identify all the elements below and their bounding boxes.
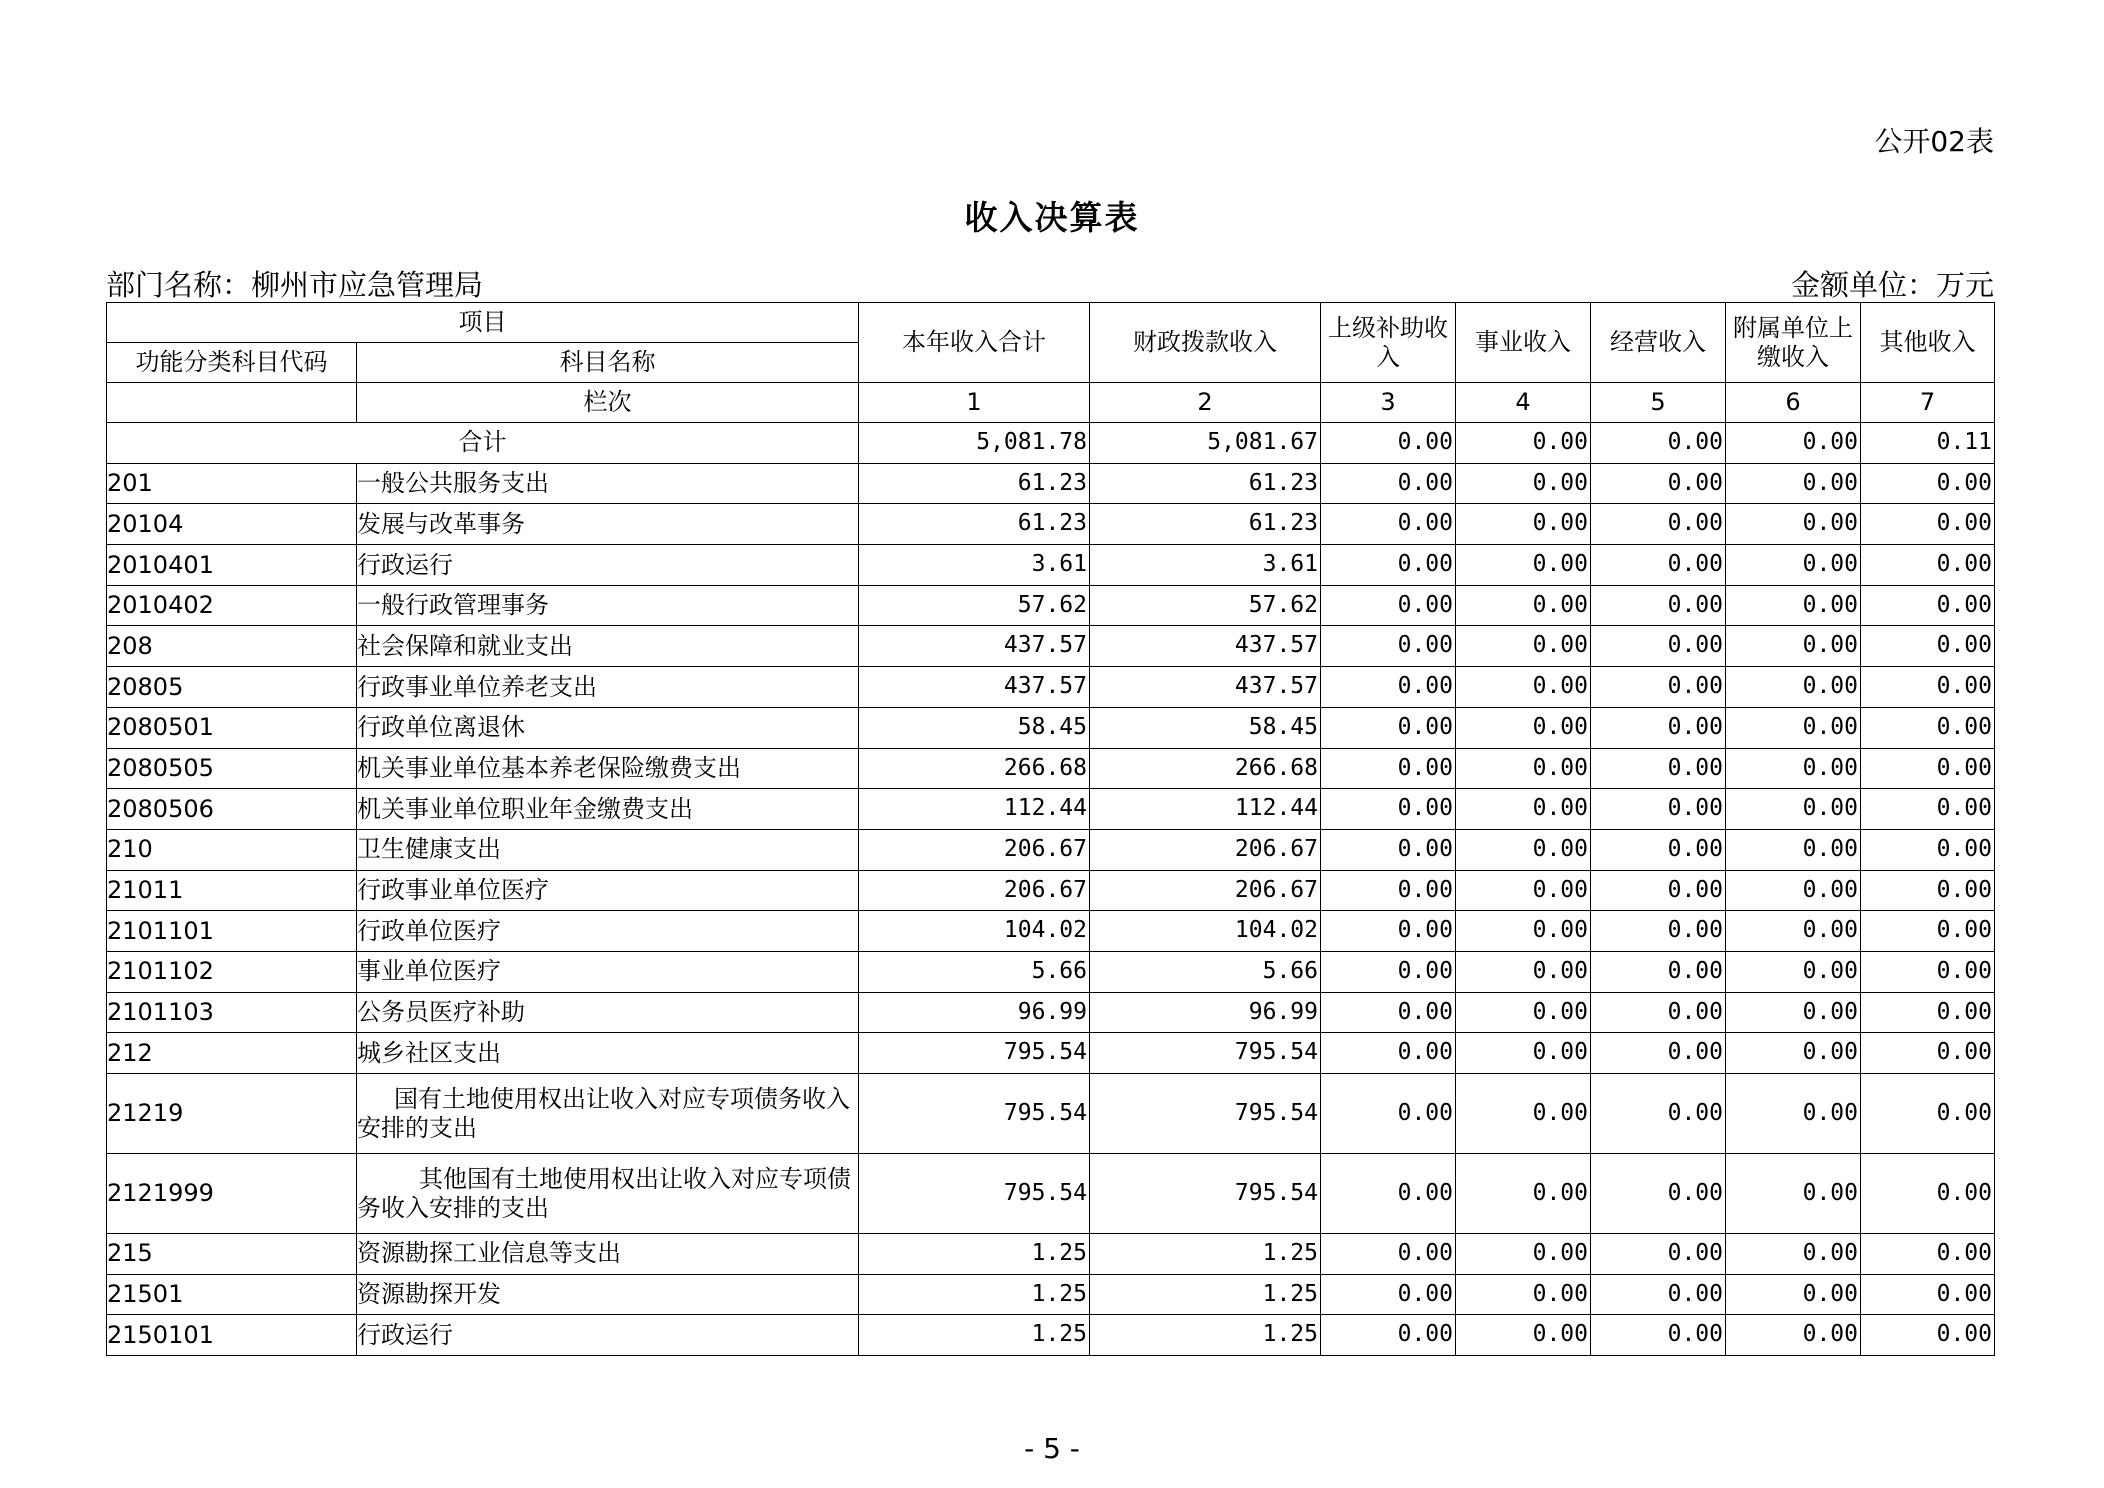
department-name: 部门名称：柳州市应急管理局: [106, 268, 484, 302]
row-value: 0.00: [1456, 1074, 1591, 1154]
row-code: 215: [107, 1234, 357, 1275]
row-value: 0.00: [1861, 1033, 1995, 1074]
table-row: [107, 911, 1995, 952]
row-value: 0.00: [1726, 504, 1861, 545]
total-value: 5,081.78: [859, 423, 1090, 464]
row-value: 0.00: [1861, 870, 1995, 911]
row-name: 其他国有土地使用权出让收入对应专项债务收入安排的支出: [357, 1154, 859, 1234]
row-name: 行政单位离退休: [357, 707, 859, 748]
header-col-2: 财政拨款收入: [1090, 303, 1321, 383]
row-value: 1.25: [859, 1234, 1090, 1275]
row-value: 61.23: [859, 463, 1090, 504]
table-row: [107, 626, 1995, 667]
row-value: 206.67: [859, 829, 1090, 870]
table-row: [107, 504, 1995, 545]
row-value: 0.00: [1321, 1234, 1456, 1275]
total-value: 5,081.67: [1090, 423, 1321, 464]
row-value: 0.00: [1456, 911, 1591, 952]
row-value: 1.25: [859, 1315, 1090, 1356]
row-value: 0.00: [1861, 707, 1995, 748]
row-code: 2150101: [107, 1315, 357, 1356]
row-value: 0.00: [1861, 1074, 1995, 1154]
row-value: 0.00: [1321, 829, 1456, 870]
row-value: 96.99: [859, 992, 1090, 1033]
row-value: 0.00: [1726, 992, 1861, 1033]
row-name: 行政事业单位医疗: [357, 870, 859, 911]
row-value: 0.00: [1321, 1315, 1456, 1356]
row-value: 0.00: [1726, 870, 1861, 911]
row-value: 0.00: [1321, 585, 1456, 626]
row-value: 0.00: [1861, 626, 1995, 667]
header-name: 科目名称: [357, 343, 859, 383]
table-row: [107, 748, 1995, 789]
row-name: 发展与改革事务: [357, 504, 859, 545]
col-num-5: 5: [1591, 383, 1726, 423]
row-value: 0.00: [1591, 707, 1726, 748]
row-value: 0.00: [1456, 1154, 1591, 1234]
row-value: 0.00: [1861, 789, 1995, 830]
table-row: [107, 707, 1995, 748]
table-row: [107, 1274, 1995, 1315]
table-row: [107, 1033, 1995, 1074]
row-value: 0.00: [1861, 545, 1995, 586]
row-value: 0.00: [1591, 951, 1726, 992]
row-name: 卫生健康支出: [357, 829, 859, 870]
row-code: 201: [107, 463, 357, 504]
row-value: 0.00: [1456, 1234, 1591, 1275]
total-row: [107, 423, 1995, 464]
row-value: 0.00: [1456, 707, 1591, 748]
row-code: 2010401: [107, 545, 357, 586]
row-name: 社会保障和就业支出: [357, 626, 859, 667]
row-code: 21219: [107, 1074, 357, 1154]
row-value: 0.00: [1726, 789, 1861, 830]
row-value: 0.00: [1321, 748, 1456, 789]
row-value: 57.62: [1090, 585, 1321, 626]
row-name: 一般公共服务支出: [357, 463, 859, 504]
row-code: 2101101: [107, 911, 357, 952]
row-value: 1.25: [859, 1274, 1090, 1315]
row-name: 事业单位医疗: [357, 951, 859, 992]
row-value: 0.00: [1591, 463, 1726, 504]
row-value: 0.00: [1591, 1154, 1726, 1234]
row-value: 0.00: [1726, 1033, 1861, 1074]
row-value: 3.61: [859, 545, 1090, 586]
row-value: 104.02: [859, 911, 1090, 952]
table-row: [107, 951, 1995, 992]
row-value: 0.00: [1321, 789, 1456, 830]
row-value: 0.00: [1321, 1033, 1456, 1074]
row-value: 795.54: [1090, 1033, 1321, 1074]
row-value: 0.00: [1726, 463, 1861, 504]
header-col-5: 经营收入: [1591, 303, 1726, 383]
row-value: 0.00: [1456, 951, 1591, 992]
row-value: 0.00: [1591, 748, 1726, 789]
row-code: 2080505: [107, 748, 357, 789]
row-name: 一般行政管理事务: [357, 585, 859, 626]
table-row: [107, 992, 1995, 1033]
row-value: 0.00: [1456, 1033, 1591, 1074]
row-value: 0.00: [1591, 585, 1726, 626]
table-row: [107, 463, 1995, 504]
row-value: 0.00: [1321, 951, 1456, 992]
table-row: [107, 585, 1995, 626]
row-value: 0.00: [1321, 870, 1456, 911]
row-value: 0.00: [1726, 829, 1861, 870]
table-row: [107, 789, 1995, 830]
row-value: 1.25: [1090, 1274, 1321, 1315]
row-value: 0.00: [1591, 667, 1726, 708]
row-value: 0.00: [1321, 626, 1456, 667]
row-value: 61.23: [1090, 504, 1321, 545]
row-value: 0.00: [1456, 1274, 1591, 1315]
table-row: [107, 829, 1995, 870]
row-code: 2101103: [107, 992, 357, 1033]
table-row: [107, 667, 1995, 708]
row-code: 2080506: [107, 789, 357, 830]
row-value: 5.66: [859, 951, 1090, 992]
row-name: 机关事业单位职业年金缴费支出: [357, 789, 859, 830]
header-col-7: 其他收入: [1861, 303, 1995, 383]
row-value: 0.00: [1591, 1074, 1726, 1154]
row-value: 0.00: [1591, 992, 1726, 1033]
total-value: 0.00: [1321, 423, 1456, 464]
report-title: 收入决算表: [964, 198, 1140, 237]
col-num-6: 6: [1726, 383, 1861, 423]
header-col-4: 事业收入: [1456, 303, 1591, 383]
table-row: [107, 1315, 1995, 1356]
row-code: 2121999: [107, 1154, 357, 1234]
row-value: 0.00: [1591, 1033, 1726, 1074]
row-name: 行政单位医疗: [357, 911, 859, 952]
row-value: 0.00: [1591, 829, 1726, 870]
row-code: 2101102: [107, 951, 357, 992]
row-name: 行政运行: [357, 545, 859, 586]
row-value: 206.67: [1090, 829, 1321, 870]
row-value: 57.62: [859, 585, 1090, 626]
col-num-2: 2: [1090, 383, 1321, 423]
row-value: 0.00: [1591, 1315, 1726, 1356]
row-value: 0.00: [1321, 1074, 1456, 1154]
row-value: 0.00: [1591, 626, 1726, 667]
row-value: 0.00: [1591, 911, 1726, 952]
row-code: 20104: [107, 504, 357, 545]
row-value: 0.00: [1861, 463, 1995, 504]
row-value: 0.00: [1591, 1274, 1726, 1315]
row-value: 0.00: [1321, 992, 1456, 1033]
row-value: 58.45: [1090, 707, 1321, 748]
table-row: [107, 870, 1995, 911]
row-value: 0.00: [1726, 626, 1861, 667]
row-code: 2080501: [107, 707, 357, 748]
row-value: 0.00: [1861, 829, 1995, 870]
row-value: 0.00: [1591, 545, 1726, 586]
header-col-3: 上级补助收入: [1321, 303, 1456, 383]
row-value: 0.00: [1591, 1234, 1726, 1275]
row-value: 0.00: [1456, 545, 1591, 586]
col-num-3: 3: [1321, 383, 1456, 423]
row-name: 城乡社区支出: [357, 1033, 859, 1074]
row-value: 206.67: [1090, 870, 1321, 911]
row-value: 0.00: [1591, 789, 1726, 830]
row-code: 212: [107, 1033, 357, 1074]
row-value: 0.00: [1726, 1234, 1861, 1275]
row-value: 0.00: [1321, 504, 1456, 545]
row-name: 行政事业单位养老支出: [357, 667, 859, 708]
row-value: 0.00: [1456, 992, 1591, 1033]
row-value: 0.00: [1861, 1234, 1995, 1275]
row-code: 21011: [107, 870, 357, 911]
row-value: 58.45: [859, 707, 1090, 748]
row-value: 0.00: [1861, 667, 1995, 708]
row-name: 公务员医疗补助: [357, 992, 859, 1033]
row-value: 0.00: [1861, 992, 1995, 1033]
row-value: 0.00: [1861, 1274, 1995, 1315]
total-value: 0.00: [1456, 423, 1591, 464]
row-value: 0.00: [1456, 585, 1591, 626]
row-value: 266.68: [1090, 748, 1321, 789]
header-col-1: 本年收入合计: [859, 303, 1090, 383]
row-value: 0.00: [1861, 748, 1995, 789]
row-value: 795.54: [859, 1154, 1090, 1234]
row-value: 0.00: [1456, 789, 1591, 830]
col-num-7: 7: [1861, 383, 1995, 423]
row-code: 21501: [107, 1274, 357, 1315]
row-value: 0.00: [1456, 667, 1591, 708]
row-value: 0.00: [1861, 951, 1995, 992]
row-value: 1.25: [1090, 1234, 1321, 1275]
row-value: 437.57: [859, 626, 1090, 667]
row-value: 0.00: [1591, 504, 1726, 545]
row-value: 0.00: [1591, 870, 1726, 911]
row-value: 0.00: [1321, 545, 1456, 586]
row-value: 795.54: [859, 1033, 1090, 1074]
row-value: 96.99: [1090, 992, 1321, 1033]
row-code: 2010402: [107, 585, 357, 626]
row-value: 795.54: [1090, 1154, 1321, 1234]
row-value: 61.23: [859, 504, 1090, 545]
row-value: 104.02: [1090, 911, 1321, 952]
row-value: 112.44: [1090, 789, 1321, 830]
row-name: 行政运行: [357, 1315, 859, 1356]
header-item: 项目: [107, 303, 859, 343]
row-value: 0.00: [1726, 1274, 1861, 1315]
row-name: 资源勘探开发: [357, 1274, 859, 1315]
row-value: 0.00: [1726, 1074, 1861, 1154]
row-value: 0.00: [1456, 1315, 1591, 1356]
header-code: 功能分类科目代码: [107, 343, 357, 383]
page-number: - 5 -: [1024, 1432, 1080, 1465]
header-col-index: 栏次: [357, 383, 859, 423]
header-blank: [107, 383, 357, 423]
row-value: 0.00: [1726, 667, 1861, 708]
table-code-label: 公开02表: [1874, 125, 1994, 158]
row-value: 0.00: [1456, 829, 1591, 870]
row-name: 资源勘探工业信息等支出: [357, 1234, 859, 1275]
row-value: 0.00: [1456, 504, 1591, 545]
row-value: 112.44: [859, 789, 1090, 830]
row-value: 0.00: [1726, 911, 1861, 952]
row-value: 0.00: [1726, 748, 1861, 789]
row-value: 0.00: [1456, 626, 1591, 667]
row-value: 795.54: [1090, 1074, 1321, 1154]
row-code: 210: [107, 829, 357, 870]
row-value: 0.00: [1726, 707, 1861, 748]
row-value: 0.00: [1861, 585, 1995, 626]
col-num-1: 1: [859, 383, 1090, 423]
row-value: 437.57: [859, 667, 1090, 708]
col-num-4: 4: [1456, 383, 1591, 423]
row-value: 0.00: [1456, 463, 1591, 504]
row-value: 0.00: [1726, 951, 1861, 992]
row-value: 795.54: [859, 1074, 1090, 1154]
row-value: 0.00: [1861, 911, 1995, 952]
row-value: 0.00: [1321, 911, 1456, 952]
income-table: [106, 302, 1995, 1356]
row-name: 机关事业单位基本养老保险缴费支出: [357, 748, 859, 789]
header-col-6: 附属单位上缴收入: [1726, 303, 1861, 383]
row-value: 0.00: [1726, 585, 1861, 626]
row-value: 0.00: [1321, 707, 1456, 748]
amount-unit: 金额单位：万元: [1790, 268, 1994, 302]
row-value: 61.23: [1090, 463, 1321, 504]
row-value: 206.67: [859, 870, 1090, 911]
row-value: 0.00: [1726, 1154, 1861, 1234]
total-label: 合计: [107, 423, 859, 464]
row-value: 0.00: [1456, 870, 1591, 911]
row-value: 0.00: [1861, 1315, 1995, 1356]
total-value: 0.00: [1726, 423, 1861, 464]
row-value: 0.00: [1321, 1274, 1456, 1315]
row-code: 208: [107, 626, 357, 667]
row-value: 437.57: [1090, 626, 1321, 667]
table-row: [107, 545, 1995, 586]
row-value: 0.00: [1726, 1315, 1861, 1356]
row-value: 437.57: [1090, 667, 1321, 708]
row-value: 0.00: [1726, 545, 1861, 586]
total-value: 0.11: [1861, 423, 1995, 464]
table-row: [107, 1154, 1995, 1234]
row-value: 1.25: [1090, 1315, 1321, 1356]
row-value: 0.00: [1321, 463, 1456, 504]
row-value: 3.61: [1090, 545, 1321, 586]
table-row: [107, 1234, 1995, 1275]
row-value: 266.68: [859, 748, 1090, 789]
row-value: 0.00: [1861, 504, 1995, 545]
row-code: 20805: [107, 667, 357, 708]
row-value: 0.00: [1321, 667, 1456, 708]
row-value: 5.66: [1090, 951, 1321, 992]
row-value: 0.00: [1456, 748, 1591, 789]
total-value: 0.00: [1591, 423, 1726, 464]
row-name: 国有土地使用权出让收入对应专项债务收入安排的支出: [357, 1074, 859, 1154]
row-value: 0.00: [1321, 1154, 1456, 1234]
table-row: [107, 1074, 1995, 1154]
row-value: 0.00: [1861, 1154, 1995, 1234]
